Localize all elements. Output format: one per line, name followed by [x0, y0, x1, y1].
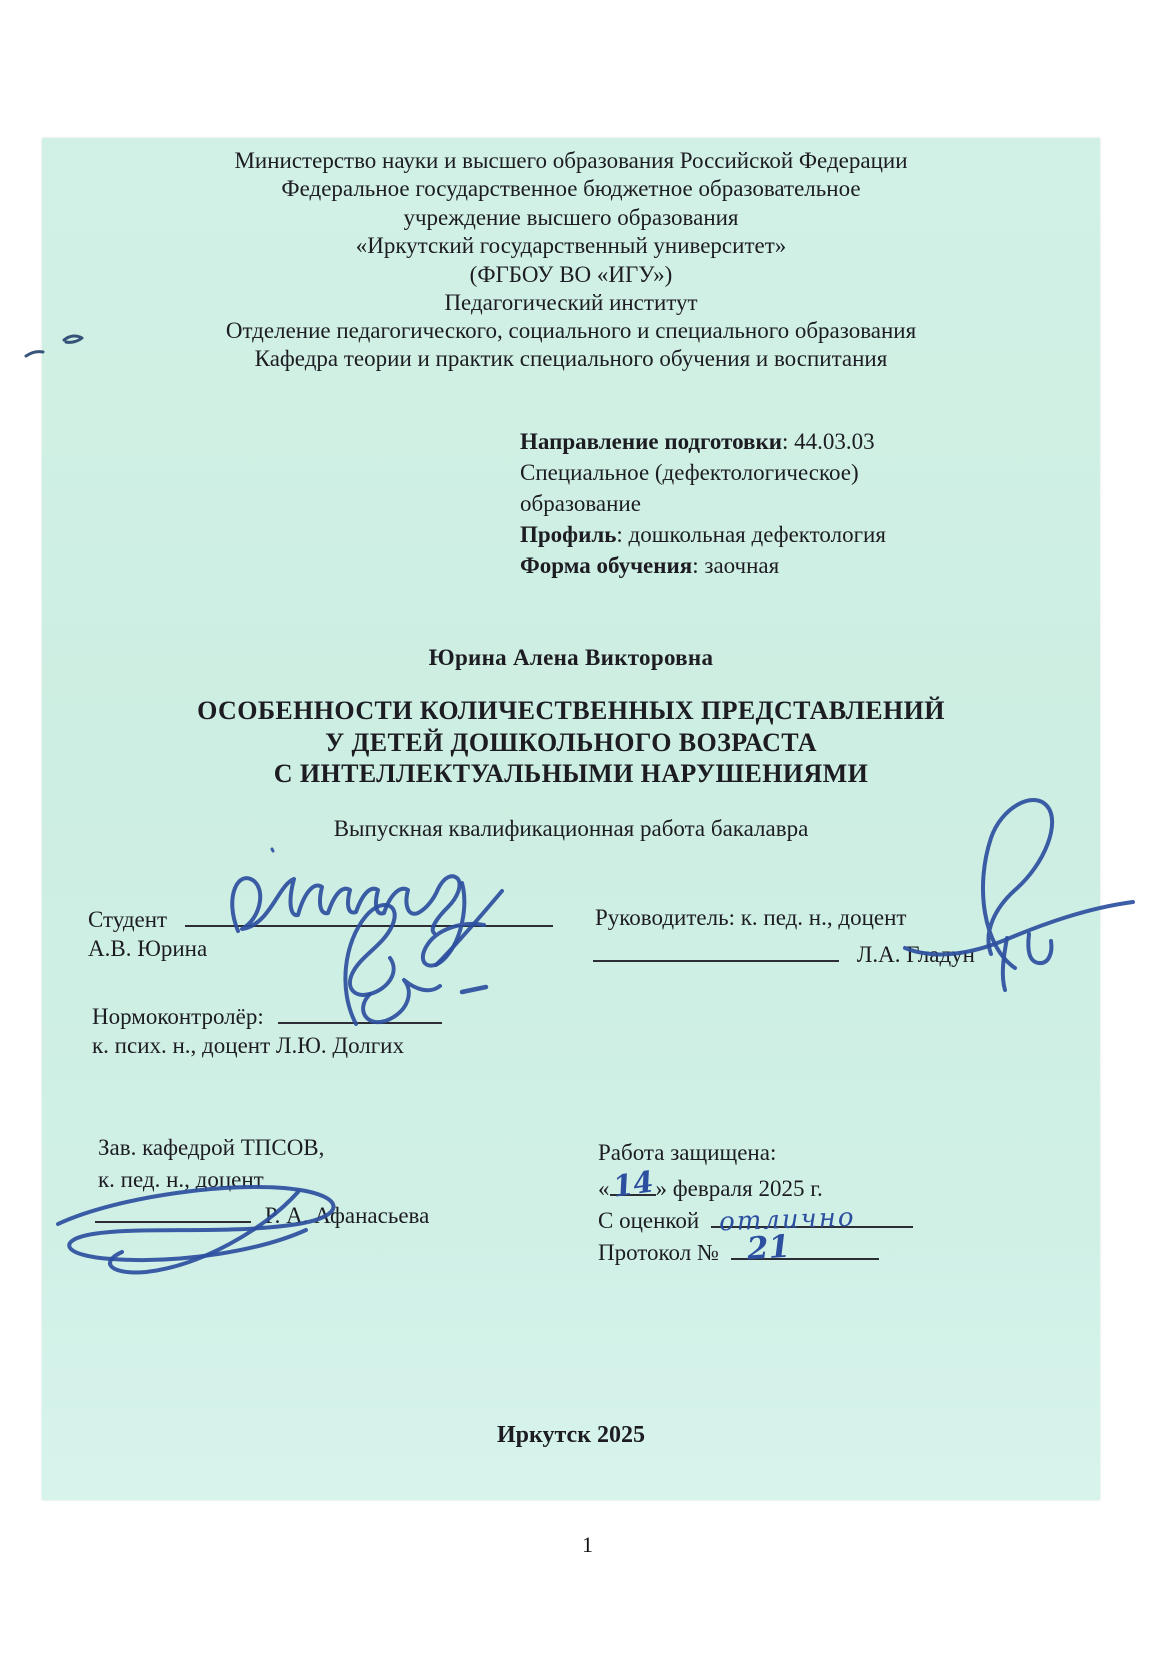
program-block [520, 426, 886, 581]
header-line-institution: учреждение высшего образования [403, 205, 739, 230]
header-line-university: «Иркутский государственный университет» [355, 233, 787, 258]
student-name: А.В. Юрина [88, 936, 208, 961]
supervisor-name: Л.А. Гладун [856, 941, 975, 967]
quote-open: « [598, 1175, 610, 1201]
direction-label: Направление подготовки [520, 429, 782, 454]
page-number: 1 [582, 1532, 593, 1557]
handwritten-grade: отлично [718, 1202, 857, 1238]
thesis-title-line-2: У ДЕТЕЙ ДОШКОЛЬНОГО ВОЗРАСТА [325, 728, 817, 757]
thesis-subtitle: Выпускная квалификационная работа бакалавра [333, 816, 809, 841]
dept-head-line-1: Зав. кафедрой ТПСОВ, [98, 1135, 325, 1160]
header-line-chair: Кафедра теории и практик специального обучения и воспитания [254, 346, 888, 371]
thesis-title-line-1: ОСОБЕННОСТИ КОЛИЧЕСТВЕННЫХ ПРЕДСТАВЛЕНИЙ [197, 696, 945, 725]
quote-close: » [655, 1175, 667, 1201]
header-line-federal: Федеральное государственное бюджетное образовательное [281, 176, 861, 201]
normcontrol-signature [304, 886, 494, 1036]
dept-head-line-2: к. пед. н., доцент [98, 1167, 264, 1192]
header-line-institute: Педагогический институт [444, 290, 698, 315]
date-tail: февраля 2025 г. [667, 1175, 823, 1201]
protocol-blank [731, 1228, 879, 1268]
protocol-label: Протокол № [598, 1239, 719, 1265]
defense-grade-line [598, 1202, 913, 1238]
thesis-title-line-3: С ИНТЕЛЛЕКТУАЛЬНЫМИ НАРУШЕНИЯМИ [273, 759, 869, 788]
direction-value: : 44.03.03 [781, 429, 875, 454]
normcontrol-label: Нормоконтролёр: [92, 1003, 264, 1029]
defense-date-line [598, 1164, 823, 1204]
author-name: Юрина Алена Викторовна [428, 645, 714, 670]
paper-sheet [42, 138, 1100, 1500]
city-year: Иркутск 2025 [496, 1422, 646, 1448]
dept-head-signature [48, 1170, 368, 1285]
supervisor-signature-blank [593, 938, 839, 962]
header-line-abbrev: (ФГБОУ ВО «ИГУ») [469, 262, 673, 287]
form-label: Форма обучения [520, 553, 693, 578]
handwritten-protocol-number: 21 [745, 1228, 792, 1268]
grade-blank [711, 1202, 913, 1238]
student-label: Студент [88, 906, 168, 932]
program-direction-wrap1: Специальное (дефектологическое) [520, 460, 859, 485]
defense-line: Работа защищена: [598, 1140, 777, 1165]
program-form-line [520, 550, 886, 581]
handwritten-date-day: 14 [610, 1164, 656, 1204]
program-direction-line [520, 426, 886, 457]
program-profile-line [520, 519, 886, 550]
date-day-blank [610, 1164, 656, 1204]
normcontrol-name: к. псих. н., доцент Л.Ю. Долгих [92, 1033, 404, 1058]
profile-value: : дошкольная дефектология [616, 522, 886, 547]
header-line-department: Отделение педагогического, социального и специального образования [225, 318, 917, 343]
supervisor-signature [887, 786, 1175, 996]
grade-label: С оценкой [598, 1207, 700, 1233]
header-line-ministry: Министерство науки и высшего образования Российской Федерации [234, 148, 908, 173]
defense-protocol-line [598, 1228, 879, 1268]
program-direction-wrap2: образование [520, 491, 641, 516]
supervisor-line: Руководитель: к. пед. н., доцент [595, 905, 907, 930]
form-value: : заочная [692, 553, 780, 578]
pen-marks [22, 326, 88, 366]
dept-head-name: Р. А. Афанасьева [264, 1202, 430, 1228]
profile-label: Профиль [520, 522, 617, 547]
